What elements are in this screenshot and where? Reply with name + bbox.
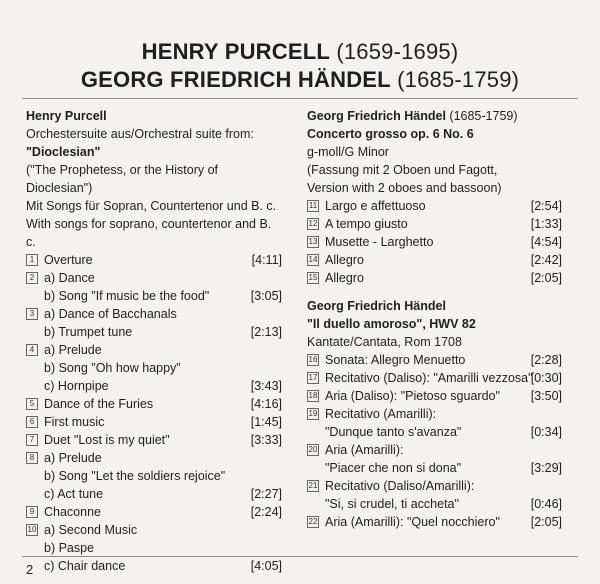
track-number: 4 — [26, 344, 38, 356]
title-line-handel — [0, 66, 600, 94]
track-row — [307, 459, 562, 477]
track-number: 3 — [26, 308, 38, 320]
track-row — [307, 197, 562, 215]
track-title: Recitativo (Amarilli): — [325, 407, 437, 421]
track-number: 7 — [26, 434, 38, 446]
right-track-list-2 — [307, 351, 562, 531]
track-duration: [2:27] — [250, 487, 282, 501]
title-handel: GEORG FRIEDRICH HÄNDEL — [80, 67, 391, 92]
track-duration: [0:34] — [530, 425, 562, 439]
track-title: Allegro — [325, 253, 364, 267]
track-duration: [3:43] — [250, 379, 282, 393]
track-number: 14 — [308, 255, 318, 264]
right-work2-subtitle: Kantate/Cantata, Rom 1708 — [307, 335, 462, 349]
track-number: 6 — [26, 416, 38, 428]
right-work1-note1: (Fassung mit 2 Oboen und Fagott, — [307, 163, 498, 177]
track-title: Aria (Amarilli): "Quel nocchiero" — [325, 515, 500, 529]
right-composer1-line — [307, 107, 562, 125]
track-duration: [4:05] — [250, 559, 282, 573]
track-row — [26, 359, 282, 377]
track-row — [307, 513, 562, 531]
track-row — [307, 369, 562, 387]
track-row — [26, 413, 282, 431]
track-row — [307, 477, 562, 495]
track-row — [26, 269, 282, 287]
track-number: 9 — [26, 506, 38, 518]
title-purcell-dates: (1659-1695) — [336, 39, 459, 64]
track-title: "Piacer che non si dona" — [325, 461, 462, 475]
track-row — [307, 405, 562, 423]
track-duration: [2:42] — [530, 253, 562, 267]
left-track-list — [26, 251, 282, 575]
track-title: Recitativo (Daliso/Amarilli): — [325, 479, 475, 493]
track-row — [307, 351, 562, 369]
track-duration: [2:05] — [530, 515, 562, 529]
left-composer: Henry Purcell — [26, 109, 107, 123]
track-duration: [0:46] — [530, 497, 562, 511]
track-title: Musette - Larghetto — [325, 235, 434, 249]
track-title: Aria (Daliso): "Pietoso sguardo" — [325, 389, 500, 403]
track-duration: [2:54] — [530, 199, 562, 213]
title-block — [0, 38, 600, 94]
track-title: Sonata: Allegro Menuetto — [325, 353, 466, 367]
track-title: Aria (Amarilli): — [325, 443, 404, 457]
track-row — [26, 485, 282, 503]
track-title: b) Paspe — [44, 541, 95, 555]
track-row — [26, 251, 282, 269]
page-number: 2 — [26, 562, 34, 577]
track-number: 11 — [308, 201, 318, 210]
track-title: c) Chair dance — [44, 559, 126, 573]
track-number: 2 — [26, 272, 38, 284]
header-rule — [22, 98, 578, 99]
track-row — [307, 495, 562, 513]
track-title: Allegro — [325, 271, 364, 285]
track-number: 22 — [308, 517, 318, 526]
track-title: "Si, si crudel, ti accheta" — [325, 497, 459, 511]
track-row — [307, 251, 562, 269]
track-row — [26, 341, 282, 359]
track-duration: [4:16] — [250, 397, 282, 411]
track-duration: [0:30] — [530, 371, 562, 385]
track-duration: [3:33] — [250, 433, 282, 447]
track-row — [307, 441, 562, 459]
track-number: 12 — [308, 219, 318, 228]
track-duration: [2:24] — [250, 505, 282, 519]
right-work1-title: Concerto grosso op. 6 No. 6 — [307, 127, 474, 141]
track-number: 5 — [26, 398, 38, 410]
right-composer2: Georg Friedrich Händel — [307, 299, 446, 313]
track-title: Chaconne — [44, 505, 101, 519]
track-duration: [4:11] — [251, 253, 282, 267]
track-number: 17 — [308, 373, 318, 382]
track-title: Recitativo (Daliso): "Amarilli vezzosa" — [325, 371, 533, 385]
track-duration: [2:05] — [530, 271, 562, 285]
track-title: a) Second Music — [44, 523, 138, 537]
track-duration: [3:29] — [530, 461, 562, 475]
track-title: c) Act tune — [44, 487, 104, 501]
track-row — [307, 233, 562, 251]
track-duration: [4:54] — [530, 235, 562, 249]
track-row — [26, 323, 282, 341]
left-intro: Orchestersuite aus/Orchestral suite from: — [26, 127, 254, 141]
right-work2-title: "Il duello amoroso", HWV 82 — [307, 317, 476, 331]
track-row — [26, 557, 282, 575]
track-number: 19 — [308, 409, 318, 418]
track-row — [307, 423, 562, 441]
track-title: a) Prelude — [44, 343, 102, 357]
track-number: 10 — [27, 525, 37, 534]
track-title: b) Song "If music be the food" — [44, 289, 210, 303]
track-row — [307, 269, 562, 287]
track-row — [26, 467, 282, 485]
track-number: 13 — [308, 237, 318, 246]
track-title: Dance of the Furies — [44, 397, 154, 411]
track-number: 20 — [308, 445, 318, 454]
track-duration: [1:33] — [530, 217, 562, 231]
track-row — [26, 395, 282, 413]
track-title: "Dunque tanto s'avanza" — [325, 425, 462, 439]
track-row — [307, 387, 562, 405]
left-songs-de: Mit Songs für Sopran, Countertenor und B. c. — [26, 199, 277, 213]
right-work1-key: g-moll/G Minor — [307, 145, 389, 159]
track-title: A tempo giusto — [325, 217, 408, 231]
track-number: 8 — [26, 452, 38, 464]
track-number: 1 — [26, 254, 38, 266]
track-row — [26, 521, 282, 539]
track-row — [26, 431, 282, 449]
track-duration: [2:13] — [250, 325, 282, 339]
track-title: c) Hornpipe — [44, 379, 109, 393]
right-work1-note2: Version with 2 oboes and bassoon) — [307, 181, 502, 195]
track-number: 21 — [308, 481, 318, 490]
left-songs-en: With songs for soprano, countertenor and B. c. — [26, 217, 272, 249]
track-row — [307, 215, 562, 233]
track-title: a) Prelude — [44, 451, 102, 465]
track-title: Largo e affettuoso — [325, 199, 426, 213]
track-row — [26, 503, 282, 521]
title-handel-dates: (1685-1759) — [397, 67, 520, 92]
track-number: 18 — [308, 391, 318, 400]
track-duration: [3:05] — [250, 289, 282, 303]
track-title: First music — [44, 415, 105, 429]
track-title: b) Song "Let the soldiers rejoice" — [44, 469, 226, 483]
left-column — [26, 107, 282, 575]
footer-rule — [22, 556, 578, 557]
track-row — [26, 449, 282, 467]
right-column — [307, 107, 562, 531]
right-composer1-dates: (1685-1759) — [449, 109, 518, 123]
track-title: a) Dance of Bacchanals — [44, 307, 177, 321]
track-title: b) Trumpet tune — [44, 325, 133, 339]
track-row — [26, 305, 282, 323]
track-title: Duet "Lost is my quiet" — [44, 433, 170, 447]
title-purcell: HENRY PURCELL — [141, 39, 331, 64]
right-composer1: Georg Friedrich Händel — [307, 109, 446, 123]
track-duration: [2:28] — [530, 353, 562, 367]
track-row — [26, 539, 282, 557]
track-title: Overture — [44, 253, 93, 267]
track-row — [26, 287, 282, 305]
track-number: 16 — [308, 355, 318, 364]
right-track-list-1 — [307, 197, 562, 287]
track-row — [26, 377, 282, 395]
track-duration: [3:50] — [530, 389, 562, 403]
left-work-subtitle: ("The Prophetess, or the History of Dioclesian") — [26, 163, 219, 195]
left-work-title: "Dioclesian" — [26, 145, 101, 159]
title-line-purcell — [0, 38, 600, 66]
track-title: a) Dance — [44, 271, 95, 285]
track-title: b) Song "Oh how happy" — [44, 361, 181, 375]
track-duration: [1:45] — [250, 415, 282, 429]
track-number: 15 — [308, 273, 318, 282]
